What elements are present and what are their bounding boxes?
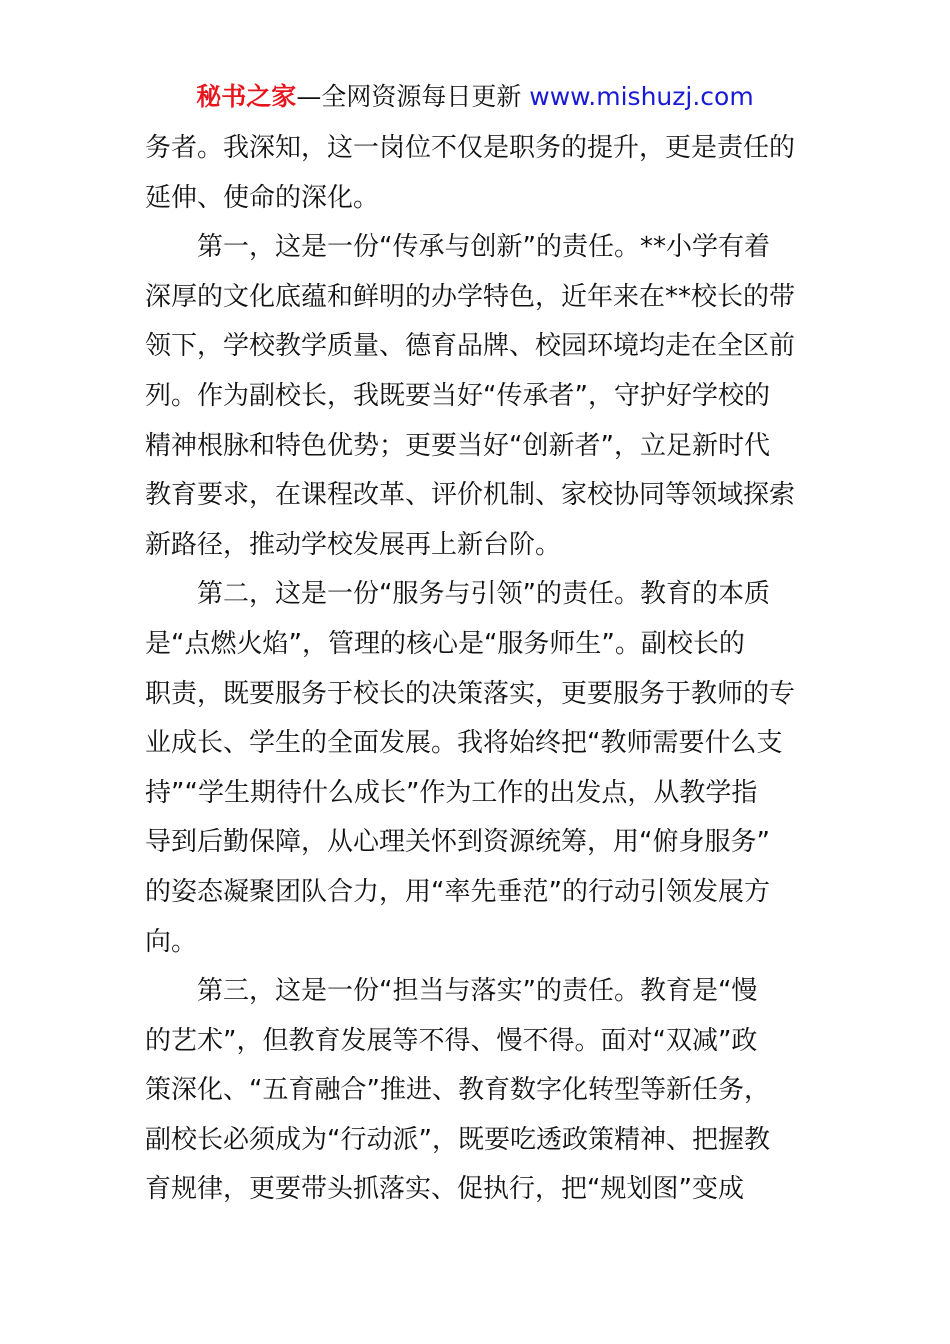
text-line: 新路径，推动学校发展再上新台阶。 xyxy=(145,529,562,560)
site-tagline: —全网资源每日更新 xyxy=(296,82,530,111)
paragraph-first-line: 第二，这是一份“服务与引领”的责任。教育的本质 xyxy=(197,579,770,610)
text-line: 务者。我深知，这一岗位不仅是职务的提升，更是责任的 xyxy=(145,133,796,163)
text-line: 的艺术”，但教育发展等不得、慢不得。面对“双减”政 xyxy=(145,1025,758,1056)
site-url[interactable]: www.mishuzj.com xyxy=(529,82,754,111)
text-line: 是“点燃火焰”，管理的核心是“服务师生”。副校长的 xyxy=(145,628,745,659)
text-line: 副校长必须成为“行动派”，既要吃透政策精神、把握教 xyxy=(145,1124,770,1155)
text-line: 导到后勤保障，从心理关怀到资源统筹，用“俯身服务” xyxy=(145,827,770,858)
text-line: 领下，学校教学质量、德育品牌、校园环境均走在全区前 xyxy=(145,331,796,362)
site-brand: 秘书之家 xyxy=(196,82,297,111)
text-line: 教育要求，在课程改革、评价机制、家校协同等领域探索 xyxy=(145,480,796,511)
paragraph-first-line: 第三，这是一份“担当与落实”的责任。教育是“慢 xyxy=(197,976,758,1007)
text-line: 持”“学生期待什么成长”作为工作的出发点，从教学指 xyxy=(145,777,758,808)
text-line: 业成长、学生的全面发展。我将始终把“教师需要什么支 xyxy=(145,728,783,759)
paragraph-first-line: 第一，这是一份“传承与创新”的责任。**小学有着 xyxy=(197,232,770,263)
text-line: 策深化、“五育融合”推进、教育数字化转型等新任务， xyxy=(145,1075,770,1106)
text-line: 精神根脉和特色优势；更要当好“创新者”，立足新时代 xyxy=(145,430,770,461)
site-header xyxy=(0,80,950,114)
text-line: 向。 xyxy=(145,926,198,957)
text-line: 的姿态凝聚团队合力，用“率先垂范”的行动引领发展方 xyxy=(145,876,770,907)
text-line: 延伸、使命的深化。 xyxy=(145,182,380,213)
text-line: 深厚的文化底蕴和鲜明的办学特色，近年来在**校长的带 xyxy=(145,281,796,312)
document-body xyxy=(145,124,807,1215)
text-line: 职责，既要服务于校长的决策落实，更要服务于教师的专 xyxy=(145,678,796,709)
text-line: 列。作为副校长，我既要当好“传承者”，守护好学校的 xyxy=(145,380,770,411)
text-line: 育规律，更要带头抓落实、促执行，把“规划图”变成 xyxy=(145,1174,744,1205)
